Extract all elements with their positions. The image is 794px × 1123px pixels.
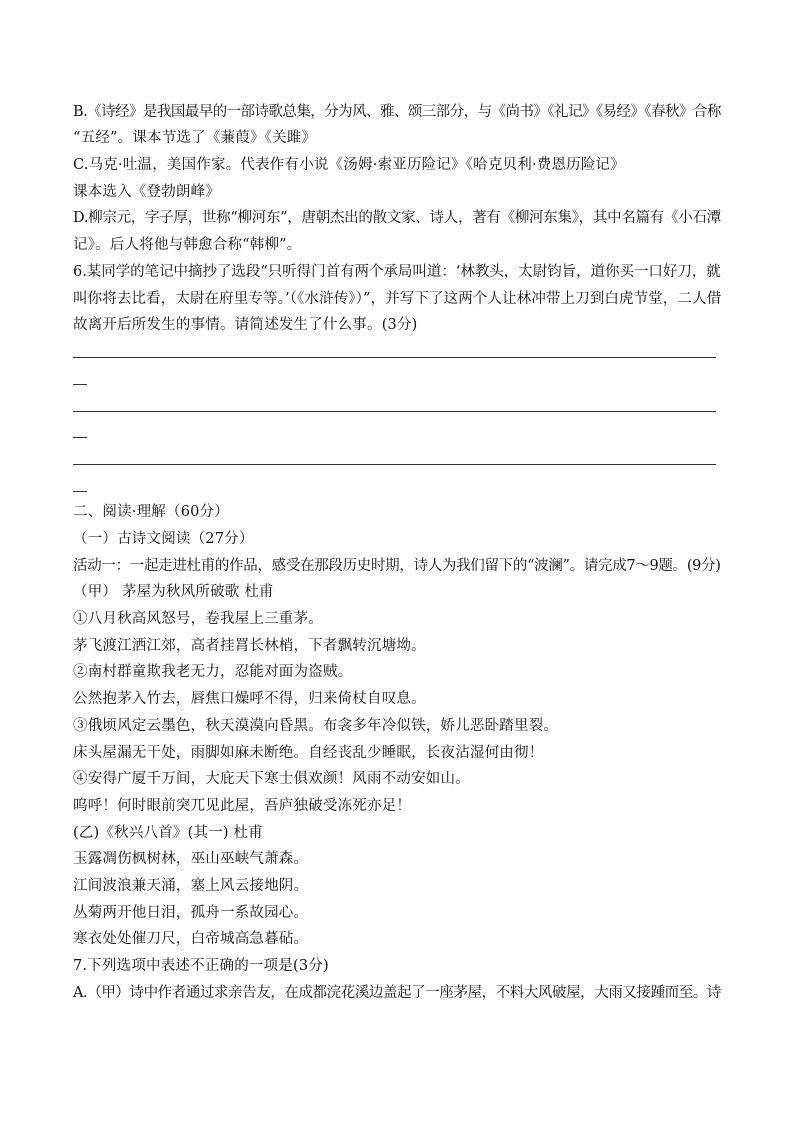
poem-jia-line-3: ②南村群童欺我老无力，忍能对面为盗贼。: [73, 664, 353, 680]
poem-jia-line-5: ③俄顷风定云墨色，秋天漠漠向昏黑。布衾多年冷似铁，娇儿恶卧踏里裂。: [73, 718, 559, 734]
poem-yi-line-3: 丛菊两开他日泪，孤舟一系故园心。: [73, 905, 309, 921]
poem-jia-title: （甲） 茅屋为秋风所破歌 杜甫: [73, 584, 274, 600]
answer-line-3[interactable]: [73, 464, 716, 465]
subsection-1-heading: （一）古诗文阅读（27分）: [73, 531, 254, 547]
poem-jia-line-1: ①八月秋高风怒号，卷我屋上三重茅。: [73, 611, 323, 627]
poem-jia-line-2: 茅飞渡江洒江郊，高者挂罥长林梢，下者飘转沉塘坳。: [73, 638, 426, 654]
option-d-line-2: 记》。后人将他与韩愈合称“韩柳”。: [73, 237, 302, 253]
section-2-heading: 二、阅读·理解（60分）: [73, 504, 229, 520]
question-7-option-a: A.（甲）诗中作者通过求亲告友，在成都浣花溪边盖起了一座茅屋，不料大风破屋，大雨又接踵而至。诗: [73, 985, 721, 1001]
question-6-line-2: 叫你将去比看，太尉在府里专等。’（《水浒传》）”，并写下了这两个人让林冲带上刀到白虎节堂，二人借: [73, 291, 722, 307]
poem-jia-line-4: 公然抱茅入竹去，唇焦口燥呼不得，归来倚杖自叹息。: [73, 691, 426, 707]
option-d-line-1: D.柳宗元，字子厚，世称“柳河东”，唐朝杰出的散文家、诗人，著有《柳河东集》，其中名篇有《小石潭: [73, 210, 721, 226]
poem-jia-line-6: 床头屋漏无干处，雨脚如麻未断绝。自经丧乱少睡眠，长夜沾湿何由彻！: [73, 745, 544, 761]
poem-yi-line-2: 江间波浪兼天涌，塞上风云接地阴。: [73, 878, 309, 894]
question-6-line-1: 6.某同学的笔记中摘抄了选段“只听得门首有两个承局叫道：‘林教头，太尉钧旨，道你买一口好刀，就: [73, 264, 721, 280]
activity-1-intro: 活动一：一起走进杜甫的作品，感受在那段历史时期，诗人为我们留下的“波澜”。请完成7～9题。(9分): [73, 558, 721, 574]
option-c-line-2: 课本选入《登勃朗峰》: [73, 184, 220, 200]
question-7-stem: 7.下列选项中表述不正确的一项是(3分): [73, 958, 329, 974]
poem-yi-line-4: 寒衣处处催刀尺，白帝城高急暮砧。: [73, 931, 309, 947]
answer-line-2[interactable]: [73, 411, 716, 412]
poem-jia-line-7: ④安得广厦千万间，大庇天下寒士俱欢颜！风雨不动安如山。: [73, 771, 470, 787]
poem-jia-line-8: 呜呼！何时眼前突兀见此屋，吾庐独破受冻死亦足！: [73, 798, 412, 814]
answer-line-1-tail: [73, 384, 87, 385]
answer-line-2-tail: [73, 437, 87, 438]
question-6-line-3: 故离开后所发生的事情。请简述发生了什么事。(3分): [73, 317, 418, 333]
option-b-line-1: B.《诗经》是我国最早的一部诗歌总集，分为风、雅、颂三部分，与《尚书》《礼记》《易经》《春秋》合称: [73, 104, 721, 120]
answer-line-1[interactable]: [73, 357, 716, 358]
poem-yi-title: (乙)《秋兴八首》(其一) 杜甫: [73, 825, 263, 841]
option-b-line-2: “五经”。课本节选了《蒹葭》《关雎》: [73, 130, 317, 146]
answer-line-3-tail: [73, 491, 87, 492]
option-c-line-1: C.马克·吐温，美国作家。代表作有小说《汤姆·索亚历险记》《哈克贝利·费恩历险记》: [73, 157, 625, 173]
poem-yi-line-1: 玉露凋伤枫树林，巫山巫峡气萧森。: [73, 851, 309, 867]
